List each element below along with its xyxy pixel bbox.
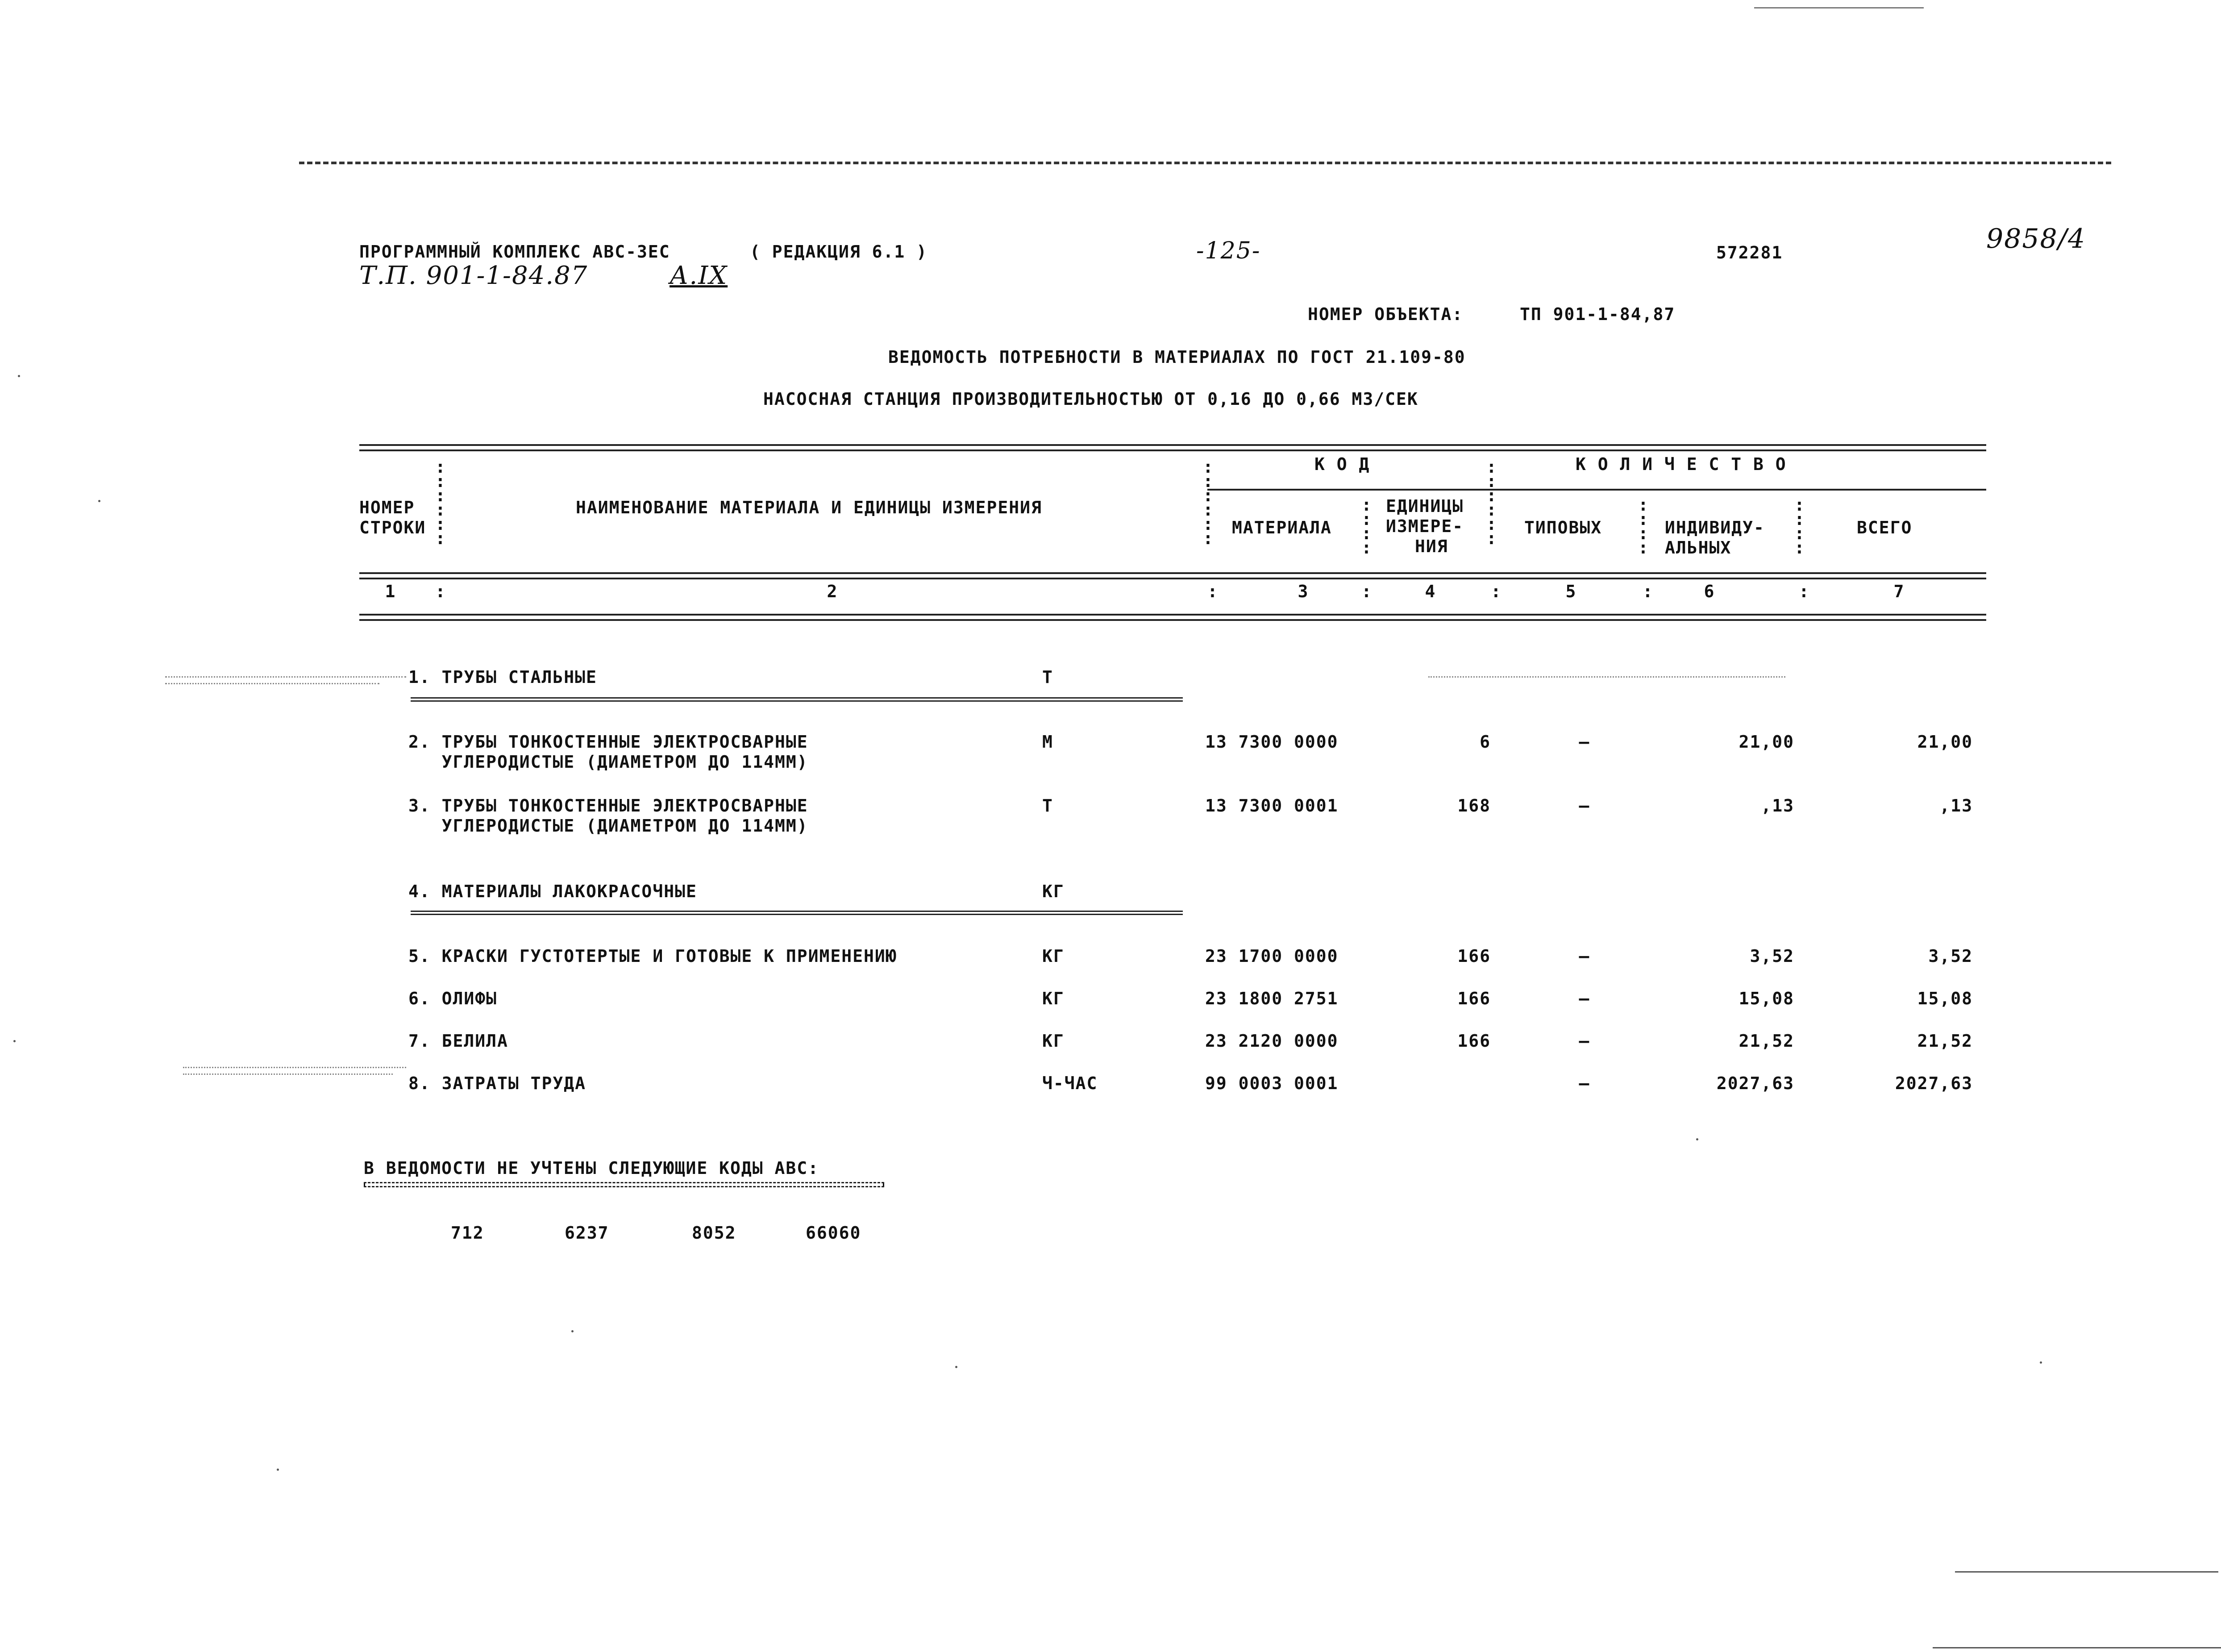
row-6-name: 6. ОЛИФЫ [408, 989, 498, 1008]
header-qty-individual-2: АЛЬНЫХ [1665, 538, 1732, 558]
scan-speck [277, 1469, 279, 1471]
header-code-unit-2: ИЗМЕРЕ- [1386, 516, 1464, 536]
row-3-individual: ,13 [1761, 796, 1794, 816]
row-8-total: 2027,63 [1895, 1074, 1973, 1093]
row-6-unit: КГ [1042, 989, 1065, 1008]
row-4-unit: КГ [1042, 882, 1065, 901]
row-7-unit-code: 166 [1457, 1031, 1491, 1051]
col-sep-5: : : : : [1638, 495, 1649, 558]
top-dashed-edge [299, 162, 2111, 164]
scan-smudge-1 [165, 676, 406, 678]
header-bottom-rule [359, 572, 1986, 579]
col-sep-3: : : : : [1361, 495, 1373, 558]
row-3-material-code: 13 7300 0001 [1205, 796, 1339, 816]
scan-speck [18, 375, 20, 377]
col-sep-6: : : : : [1794, 495, 1805, 558]
header-code-group: К О Д [1314, 454, 1370, 474]
row-3-name-1: 3. ТРУБЫ ТОНКОСТЕННЫЕ ЭЛЕКТРОСВАРНЫЕ [408, 796, 808, 816]
project-handwritten: Т.П. 901-1-84.87 [359, 261, 588, 290]
footer-note: В ВЕДОМОСТИ НЕ УЧТЕНЫ СЛЕДУЮЩИЕ КОДЫ АВС: [364, 1158, 819, 1178]
object-number-label: НОМЕР ОБЪЕКТА: [1308, 304, 1464, 324]
row-1-name: 1. ТРУБЫ СТАЛЬНЫЕ [408, 667, 597, 687]
scan-edge-line-2 [1933, 1647, 2221, 1648]
row-7-unit: КГ [1042, 1031, 1065, 1051]
col-sep-2: : : : : : : [1203, 457, 1214, 548]
header-group-rule [1207, 489, 1986, 491]
col-sep-4: : : : : : : [1486, 457, 1497, 548]
row-6-typical: — [1579, 989, 1590, 1008]
row-6-total: 15,08 [1917, 989, 1973, 1008]
row-7-total: 21,52 [1917, 1031, 1973, 1051]
header-qty-individual-1: ИНДИВИДУ- [1665, 518, 1765, 537]
header-name: НАИМЕНОВАНИЕ МАТЕРИАЛА И ЕДИНИЦЫ ИЗМЕРЕНИЯ [576, 498, 1042, 517]
row-2-name-1: 2. ТРУБЫ ТОНКОСТЕННЫЕ ЭЛЕКТРОСВАРНЫЕ [408, 732, 808, 752]
row-2-individual: 21,00 [1739, 732, 1794, 752]
row-1-unit: Т [1042, 667, 1053, 687]
row-2-unit-code: 6 [1480, 732, 1491, 752]
row-8-individual: 2027,63 [1716, 1074, 1794, 1093]
row-8-unit: Ч-ЧАС [1042, 1074, 1098, 1093]
row-5-typical: — [1579, 946, 1590, 966]
row-7-material-code: 23 2120 0000 [1205, 1031, 1339, 1051]
row-2-material-code: 13 7300 0000 [1205, 732, 1339, 752]
col-number-5: 5 [1565, 582, 1577, 601]
row-2-typical: — [1579, 732, 1590, 752]
row-7-name: 7. БЕЛИЛА [408, 1031, 508, 1051]
header-code-unit-1: ЕДИНИЦЫ [1386, 496, 1464, 516]
row-7-individual: 21,52 [1739, 1031, 1794, 1051]
col-number-6: 6 [1704, 582, 1715, 601]
footer-code-3: 8052 [692, 1223, 736, 1243]
row-4-name: 4. МАТЕРИАЛЫ ЛАКОКРАСОЧНЫЕ [408, 882, 697, 901]
row-3-typical: — [1579, 796, 1590, 816]
row-3-unit: Т [1042, 796, 1053, 816]
column-numbers-rule [359, 614, 1986, 621]
col-number-seps: : [435, 582, 446, 601]
row-8-typical: — [1579, 1074, 1590, 1093]
album-handwritten: А.IX [670, 261, 728, 290]
software-label: ПРОГРАММНЫЙ КОМПЛЕКС АВС-3ЕС [359, 242, 670, 262]
row-8-material-code: 99 0003 0001 [1205, 1074, 1339, 1093]
col-number-seps-3: : [1361, 582, 1373, 601]
row-6-individual: 15,08 [1739, 989, 1794, 1008]
col-number-seps-6: : [1799, 582, 1810, 601]
col-number-1: 1 [385, 582, 396, 601]
row-3-name-2: УГЛЕРОДИСТЫЕ (ДИАМЕТРОМ ДО 114ММ) [408, 816, 808, 836]
scan-speck [98, 500, 100, 502]
scan-speck [571, 1330, 574, 1332]
document-title: ВЕДОМОСТЬ ПОТРЕБНОСТИ В МАТЕРИАЛАХ ПО ГОСТ 21.109-80 [888, 347, 1466, 367]
row-3-unit-code: 168 [1457, 796, 1491, 816]
row-2-unit: М [1042, 732, 1053, 752]
row-4-rule [411, 911, 1183, 915]
row-5-unit-code: 166 [1457, 946, 1491, 966]
row-3-total: ,13 [1939, 796, 1973, 816]
header-row-no-2: СТРОКИ [359, 518, 426, 537]
scan-speck [955, 1366, 957, 1368]
top-edge-line [1754, 7, 1924, 8]
scan-smudge-3 [1428, 676, 1785, 678]
footer-code-4: 66060 [806, 1223, 861, 1243]
header-code-unit-3: НИЯ [1415, 537, 1448, 556]
row-1-rule [411, 697, 1183, 702]
footer-code-2: 6237 [565, 1223, 609, 1243]
row-6-unit-code: 166 [1457, 989, 1491, 1008]
row-5-total: 3,52 [1928, 946, 1973, 966]
doc-code: 572281 [1716, 243, 1783, 262]
scan-smudge-5 [183, 1074, 393, 1075]
footer-code-1: 712 [451, 1223, 484, 1243]
row-5-name: 5. КРАСКИ ГУСТОТЕРТЫЕ И ГОТОВЫЕ К ПРИМЕНЕНИЮ [408, 946, 897, 966]
archive-number: 9858/4 [1986, 223, 2086, 254]
table-top-rule [359, 444, 1986, 451]
row-2-name-2: УГЛЕРОДИСТЫЕ (ДИАМЕТРОМ ДО 114ММ) [408, 752, 808, 772]
header-qty-typical: ТИПОВЫХ [1524, 518, 1602, 537]
object-number-value: ТП 901-1-84,87 [1520, 304, 1676, 324]
scan-speck [13, 1040, 16, 1042]
col-number-2: 2 [827, 582, 838, 601]
scan-smudge-2 [165, 683, 379, 684]
row-2-total: 21,00 [1917, 732, 1973, 752]
scan-smudge-4 [183, 1067, 406, 1068]
document-subtitle: НАСОСНАЯ СТАНЦИЯ ПРОИЗВОДИТЕЛЬНОСТЬЮ ОТ 0,16 ДО 0,66 М3/СЕК [763, 389, 1418, 409]
page-number: -125- [1196, 237, 1261, 264]
row-5-material-code: 23 1700 0000 [1205, 946, 1339, 966]
row-8-name: 8. ЗАТРАТЫ ТРУДА [408, 1074, 586, 1093]
scan-speck [1696, 1138, 1698, 1140]
row-5-individual: 3,52 [1750, 946, 1794, 966]
header-row-no-1: НОМЕР [359, 498, 415, 517]
col-number-3: 3 [1298, 582, 1309, 601]
header-qty-total: ВСЕГО [1857, 518, 1913, 537]
edition-label: ( РЕДАКЦИЯ 6.1 ) [750, 242, 928, 262]
col-number-4: 4 [1425, 582, 1436, 601]
row-6-material-code: 23 1800 2751 [1205, 989, 1339, 1008]
scan-speck [2040, 1361, 2042, 1364]
col-number-7: 7 [1893, 582, 1905, 601]
footer-note-underline [364, 1182, 884, 1187]
col-number-seps-5: : [1643, 582, 1654, 601]
header-qty-group: К О Л И Ч Е С Т В О [1576, 454, 1787, 474]
row-7-typical: — [1579, 1031, 1590, 1051]
col-number-seps-4: : [1491, 582, 1502, 601]
row-5-unit: КГ [1042, 946, 1065, 966]
scan-edge-line-1 [1955, 1571, 2218, 1573]
col-sep-1: : : : : : : [435, 457, 446, 548]
col-number-seps-2: : [1207, 582, 1219, 601]
header-code-material: МАТЕРИАЛА [1232, 518, 1332, 537]
